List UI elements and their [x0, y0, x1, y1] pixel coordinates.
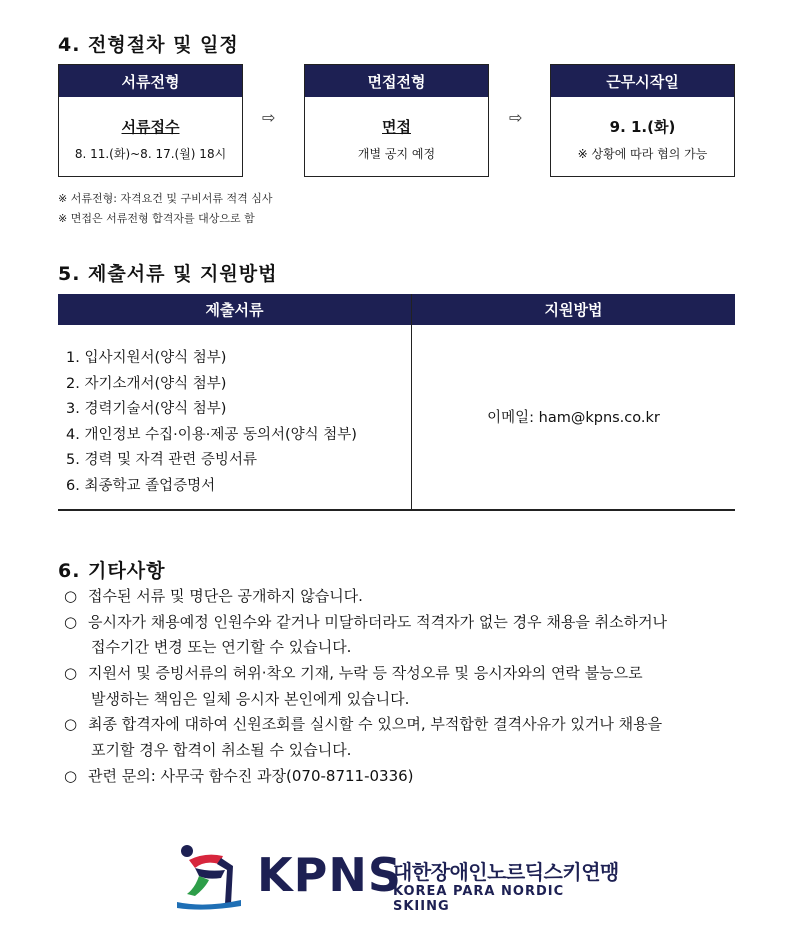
bullet-circle-icon: ○: [64, 587, 78, 605]
col-header-docs: 제출서류: [58, 294, 411, 325]
list-item: 6. 최종학교 졸업증명서: [66, 477, 216, 494]
table-divider: [411, 294, 412, 511]
apply-method-email: 이메일: ham@kpns.co.kr: [487, 410, 660, 426]
section6-title: 6. 기타사항: [58, 560, 166, 582]
bullet-circle-icon: ○: [64, 766, 78, 785]
kpns-logo: [175, 842, 625, 912]
step-header: 서류전형: [59, 65, 242, 97]
misc-item: 지원서 및 증빙서류의 허위·착오 기재, 누락 등 작성오류 및 응시자와의 연락 불능으로: [88, 664, 643, 683]
step-sub: 8. 11.(화)~8. 17.(월) 18시: [74, 147, 227, 161]
bullet-circle-icon: ○: [64, 612, 78, 631]
step-header: 근무시작일: [551, 65, 734, 97]
misc-item: 응시자가 채용예정 인원수와 같거나 미달하더라도 적격자가 없는 경우 채용을 취소하거나: [88, 612, 668, 631]
docs-list: [66, 346, 357, 499]
step-start-date: [550, 64, 735, 177]
arrow-icon: ⇨: [262, 108, 276, 127]
step-main: 9. 1.(화): [609, 118, 676, 136]
step-header: 면접전형: [305, 65, 488, 97]
step-main: 서류접수: [121, 118, 180, 136]
col-header-method: 지원방법: [412, 294, 735, 325]
submission-table: [58, 294, 735, 511]
misc-item: 관련 문의: 사무국 함수진 과장(070-8711-0336): [88, 766, 414, 785]
misc-list: [64, 584, 667, 790]
step-main: 면접: [382, 118, 411, 136]
step-document-screening: [58, 64, 243, 177]
logo-korean-name: 대한장애인노르딕스키연맹: [393, 860, 619, 884]
logo-english-name: KOREA PARA NORDIC SKIING: [393, 884, 565, 914]
step-sub: ※ 상황에 따라 협의 가능: [577, 147, 708, 161]
section5-title: 5. 제출서류 및 지원방법: [58, 263, 278, 285]
misc-item: 최종 합격자에 대하여 신원조회를 실시할 수 있으며, 부적합한 결격사유가 있거나 채용을: [88, 715, 663, 734]
step-interview: [304, 64, 489, 177]
note-screening: ※ 서류전형: 자격요건 및 구비서류 적격 심사: [58, 192, 273, 205]
note-interview: ※ 면접은 서류전형 합격자를 대상으로 함: [58, 212, 255, 225]
misc-item-cont: 접수기간 변경 또는 연기할 수 있습니다.: [91, 638, 352, 657]
misc-item-cont: 포기할 경우 합격이 취소될 수 있습니다.: [91, 741, 352, 760]
logo-wordmark: KPNS: [257, 848, 402, 902]
skier-emblem-icon: [175, 842, 247, 912]
arrow-icon: ⇨: [509, 108, 523, 127]
bullet-circle-icon: ○: [64, 715, 78, 734]
table-bottom-border: [58, 509, 735, 511]
list-item: 2. 자기소개서(양식 첨부): [66, 375, 227, 392]
list-item: 5. 경력 및 자격 관련 증빙서류: [66, 452, 257, 468]
section4-title: 4. 전형절차 및 일정: [58, 34, 239, 56]
misc-item-cont: 발생하는 책임은 일체 응시자 본인에게 있습니다.: [91, 689, 410, 708]
list-item: 4. 개인정보 수집·이용·제공 동의서(양식 첨부): [66, 426, 357, 443]
list-item: 3. 경력기술서(양식 첨부): [66, 401, 227, 417]
bullet-circle-icon: ○: [64, 664, 78, 683]
step-sub: 개별 공지 예정: [357, 147, 436, 161]
list-item: 1. 입사지원서(양식 첨부): [66, 350, 227, 366]
misc-item: 접수된 서류 및 명단은 공개하지 않습니다.: [88, 587, 363, 605]
